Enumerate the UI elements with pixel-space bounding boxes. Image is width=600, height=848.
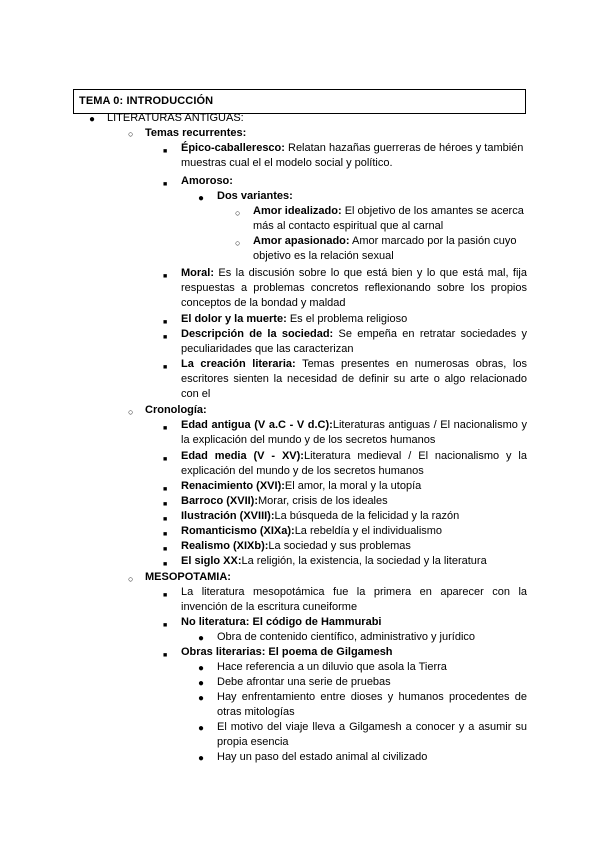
square-bullet: ■ bbox=[163, 592, 168, 599]
item-text: El objetivo de los amantes se acerca bbox=[344, 205, 524, 217]
square-bullet: ■ bbox=[163, 652, 168, 659]
item-text: Hay un paso del estado animal al civilizado bbox=[217, 751, 428, 763]
item-text: Es la discusión sobre lo que está bien y lo que está mal, fija bbox=[218, 267, 527, 279]
item-label: Romanticismo (XIXa): bbox=[181, 525, 295, 537]
item-label: Realismo (XIXb): bbox=[181, 540, 269, 552]
list-item bbox=[253, 234, 517, 249]
square-bullet: ■ bbox=[163, 561, 168, 568]
item-text: La búsqueda de la felicidad y la razón bbox=[274, 510, 460, 522]
item-label: No literatura: El código de Hammurabi bbox=[181, 616, 382, 628]
item-text: invención de la escritura cuneiforme bbox=[181, 601, 358, 613]
disc-bullet: ● bbox=[198, 633, 205, 644]
circle-bullet: ○ bbox=[128, 407, 134, 417]
item-text: escritores sienten la necesidad de definir su arte o algo relacionado bbox=[181, 373, 527, 385]
disc-bullet: ● bbox=[89, 114, 96, 125]
disc-bullet: ● bbox=[198, 693, 205, 704]
list-item bbox=[181, 479, 421, 494]
item-label: Obras literarias: El poema de Gilgamesh bbox=[181, 646, 393, 658]
square-bullet: ■ bbox=[163, 273, 168, 280]
item-text: explicación del mundo y de los secretos humanos bbox=[181, 465, 424, 477]
section-heading: LITERATURAS ANTIGUAS: bbox=[107, 112, 244, 124]
list-item bbox=[181, 418, 527, 433]
circle-bullet: ○ bbox=[128, 129, 134, 139]
item-label: Moral: bbox=[181, 267, 214, 279]
list-item bbox=[181, 266, 527, 281]
list-item bbox=[181, 327, 527, 342]
square-bullet: ■ bbox=[163, 334, 168, 341]
list-item bbox=[181, 449, 527, 464]
list-item bbox=[181, 312, 407, 327]
subsection-heading: Cronología: bbox=[145, 404, 207, 416]
list-item bbox=[253, 204, 524, 219]
item-text: Literatura medieval / El nacionalismo y la bbox=[303, 450, 527, 462]
item-text: Hace referencia a un diluvio que asola la Tierra bbox=[217, 661, 447, 673]
list-item bbox=[181, 554, 487, 569]
circle-bullet: ○ bbox=[235, 208, 241, 218]
square-bullet: ■ bbox=[163, 531, 168, 538]
item-label: Renacimiento (XVI): bbox=[181, 480, 285, 492]
item-text: respuestas a problemas concretos reflexionando sobre los propios bbox=[181, 282, 527, 294]
item-text: peculiaridades que las caracterizan bbox=[181, 343, 354, 355]
item-text: objetivo es la relación sexual bbox=[253, 250, 394, 262]
item-text: La religión, la existencia, la sociedad y la literatura bbox=[241, 555, 487, 567]
list-item bbox=[181, 494, 388, 509]
item-label: El siglo XX: bbox=[181, 555, 242, 567]
square-bullet: ■ bbox=[163, 148, 168, 155]
square-bullet: ■ bbox=[163, 516, 168, 523]
item-label: Edad antigua (V a.C - V d.C): bbox=[181, 419, 333, 431]
item-text: conceptos de la bondad y maldad bbox=[181, 297, 346, 309]
item-text: Relatan hazañas guerreras de héroes y también bbox=[288, 142, 524, 154]
circle-bullet: ○ bbox=[128, 574, 134, 584]
item-label: Edad media (V - XV): bbox=[181, 450, 304, 462]
square-bullet: ■ bbox=[163, 486, 168, 493]
item-text: Amor marcado por la pasión cuyo bbox=[352, 235, 517, 247]
item-label: El dolor y la muerte: bbox=[181, 313, 287, 325]
subsection-heading: MESOPOTAMIA: bbox=[145, 571, 231, 583]
disc-bullet: ● bbox=[198, 678, 205, 689]
item-label: Amoroso: bbox=[181, 175, 233, 187]
disc-bullet: ● bbox=[198, 723, 205, 734]
item-text: La sociedad y sus problemas bbox=[268, 540, 411, 552]
item-text: La literatura mesopotámica fue la primera en aparecer con la bbox=[181, 586, 527, 598]
item-label: La creación literaria: bbox=[181, 358, 296, 370]
list-item bbox=[181, 509, 459, 524]
subsection-heading: Temas recurrentes: bbox=[145, 127, 247, 139]
item-text: Temas presentes en numerosas obras, los bbox=[302, 358, 527, 370]
item-label: Amor apasionado: bbox=[253, 235, 350, 247]
square-bullet: ■ bbox=[163, 456, 168, 463]
item-text: Obra de contenido científico, administrativo y jurídico bbox=[217, 631, 476, 643]
item-text: otras mitologías bbox=[217, 706, 295, 718]
item-text: la explicación del mundo y de los secretos humanos bbox=[181, 434, 436, 446]
square-bullet: ■ bbox=[163, 319, 168, 326]
item-text: propia esencia bbox=[217, 736, 289, 748]
item-label: Amor idealizado: bbox=[253, 205, 342, 217]
disc-bullet: ● bbox=[198, 193, 205, 204]
list-item bbox=[181, 141, 523, 156]
item-label: Descripción de la sociedad: bbox=[181, 328, 334, 340]
item-text: Morar, crisis de los ideales bbox=[258, 495, 388, 507]
item-text: Debe afrontar una serie de pruebas bbox=[217, 676, 391, 688]
square-bullet: ■ bbox=[163, 425, 168, 432]
list-item bbox=[181, 524, 442, 539]
item-label: Dos variantes: bbox=[217, 190, 293, 202]
square-bullet: ■ bbox=[163, 181, 168, 188]
item-text: Es el problema religioso bbox=[289, 313, 408, 325]
item-text: Se empeña en retratar sociedades y bbox=[338, 328, 527, 340]
item-text: más al contacto espiritual que al carnal bbox=[253, 220, 444, 232]
item-text: Hay enfrentamiento entre dioses y humanos procedentes de bbox=[217, 691, 527, 703]
item-text: El motivo del viaje lleva a Gilgamesh a conocer y a asumir su bbox=[217, 721, 527, 733]
disc-bullet: ● bbox=[198, 663, 205, 674]
square-bullet: ■ bbox=[163, 546, 168, 553]
item-label: Épico-caballeresco: bbox=[181, 142, 285, 154]
disc-bullet: ● bbox=[198, 753, 205, 764]
square-bullet: ■ bbox=[163, 622, 168, 629]
item-label: Ilustración (XVIII): bbox=[181, 510, 275, 522]
list-item bbox=[181, 539, 411, 554]
item-text: La rebeldía y el individualismo bbox=[294, 525, 443, 537]
list-item bbox=[181, 357, 527, 372]
item-text: con el bbox=[181, 388, 211, 400]
square-bullet: ■ bbox=[163, 501, 168, 508]
item-text: El amor, la moral y la utopía bbox=[284, 480, 422, 492]
item-label: Barroco (XVII): bbox=[181, 495, 259, 507]
square-bullet: ■ bbox=[163, 364, 168, 371]
page-title: TEMA 0: INTRODUCCIÓN bbox=[79, 95, 214, 107]
item-text: Literaturas antiguas / El nacionalismo y bbox=[332, 419, 527, 431]
circle-bullet: ○ bbox=[235, 238, 241, 248]
item-text: muestras cual el el modelo social y político. bbox=[181, 157, 393, 169]
